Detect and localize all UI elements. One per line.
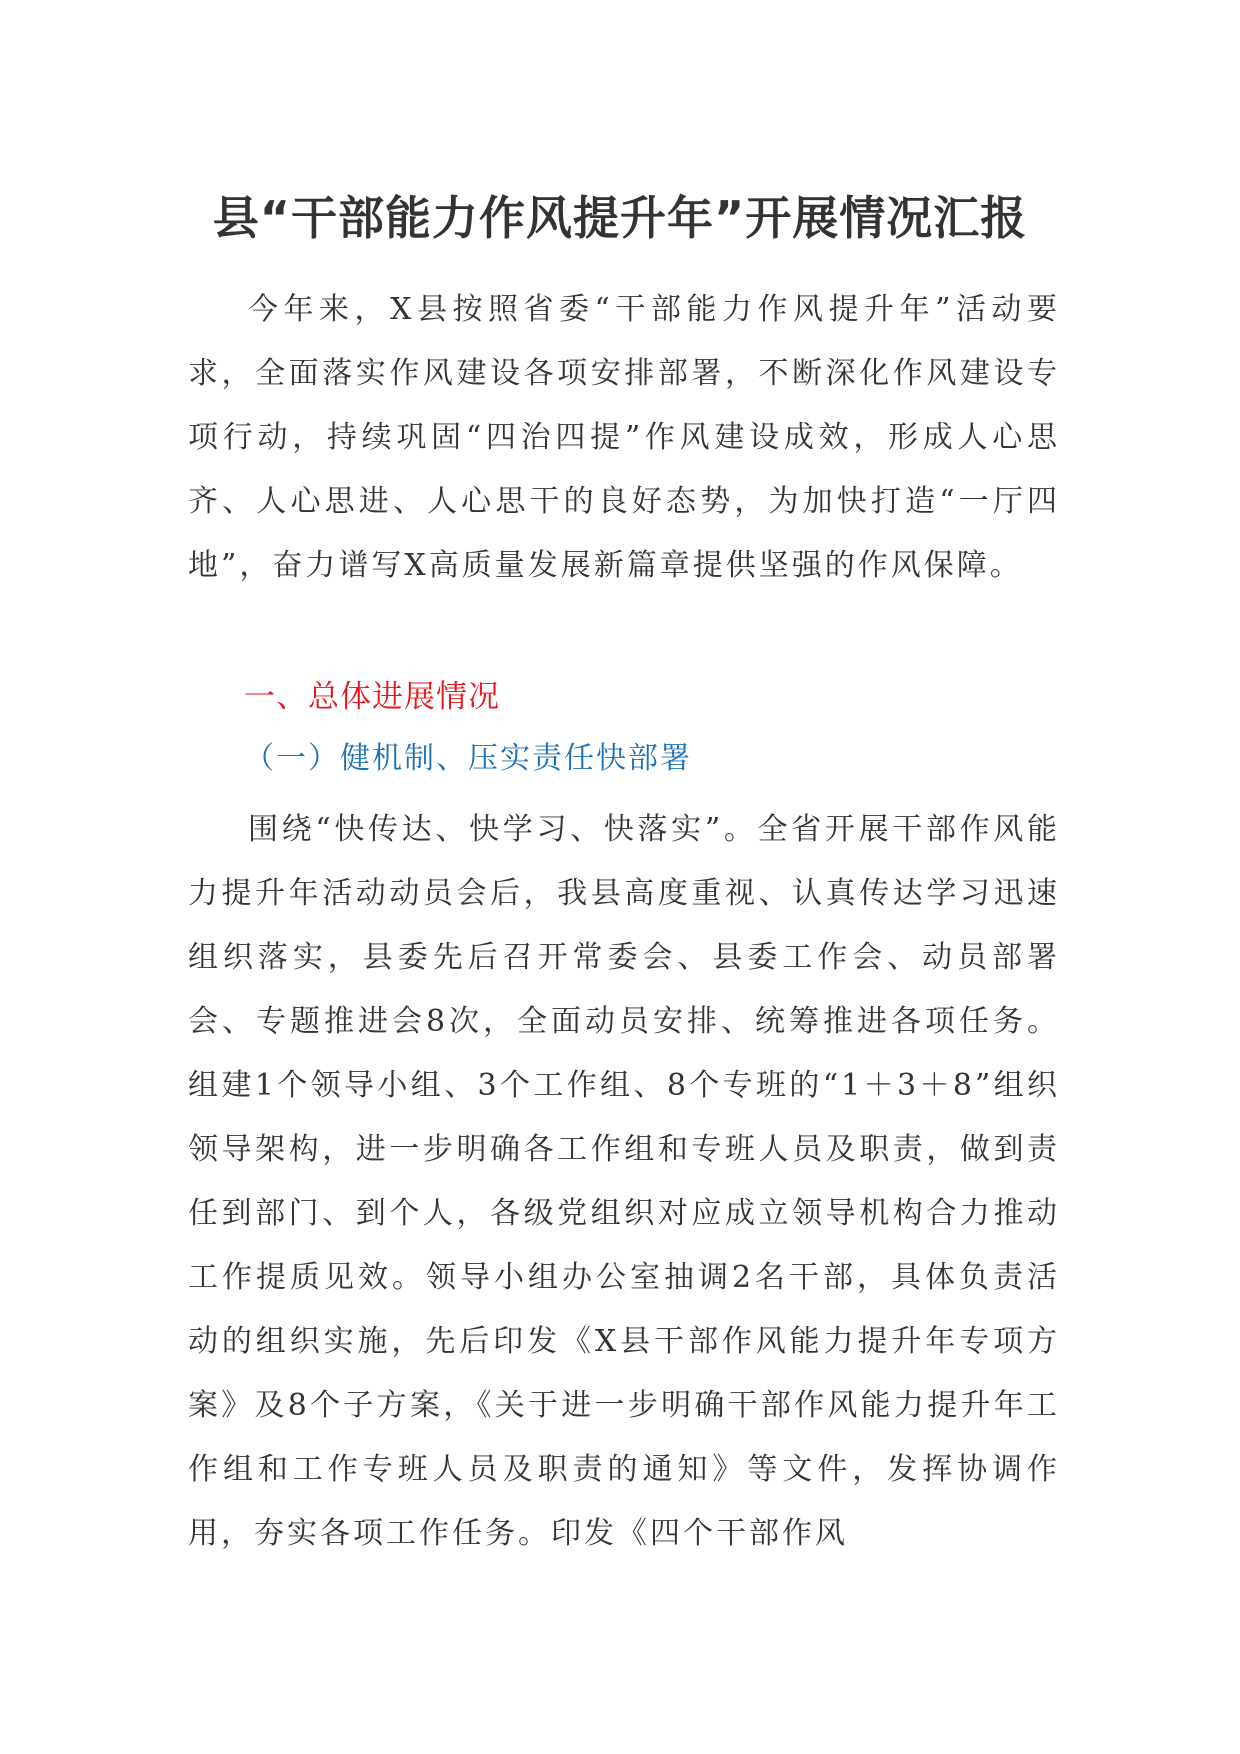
- intro-paragraph: 今年来，X县按照省委“干部能力作风提升年”活动要求，全面落实作风建设各项安排部署，不断深化作风建设专项行动，持续巩固“四治四提”作风建设成效，形成人心思齐、人心思进、人心思干的良好态势，为加快打造“一厅四地”，奋力谱写X高质量发展新篇章提供坚强的作风保障。: [188, 292, 1060, 583]
- document-title: 县“干部能力作风提升年”开展情况汇报: [212, 191, 1028, 245]
- body-paragraph: 围绕“快传达、快学习、快落实”。全省开展干部作风能力提升年活动动员会后，我县高度重视、认真传达学习迅速组织落实，县委先后召开常委会、县委工作会、动员部署会、专题推进会8次，全面动员安排、统筹推进各项任务。组建1个领导小组、3个工作组、8个专班的“1＋3＋8”组织领导架构，进一步明确各工作组和专班人员及职责，做到责任到部门、到个人，各级党组织对应成立领导机构合力推动工作提质见效。领导小组办公室抽调2名干部，具体负责活动的组织实施，先后印发《X县干部作风能力提升年专项方案》及8个子方案，《关于进一步明确干部作风能力提升年工作组和工作专班人员及职责的通知》等文件，发挥协调作用，夯实各项工作任务。印发《四个干部作风: [188, 812, 1060, 1551]
- section-heading: 一、总体进展情况: [244, 679, 500, 715]
- subsection-heading: （一）健机制、压实责任快部署: [244, 741, 692, 776]
